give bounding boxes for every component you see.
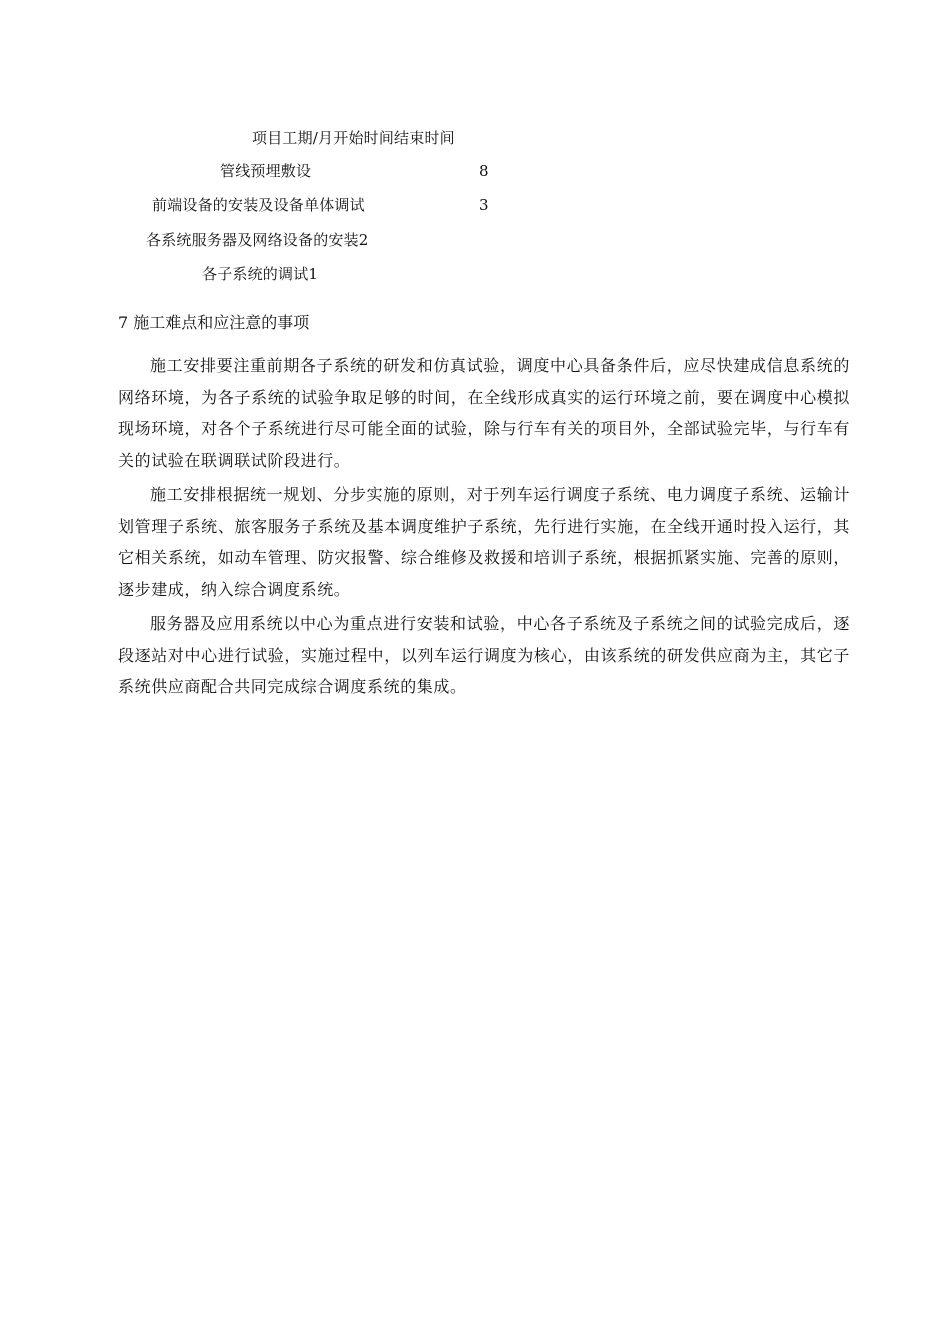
schedule-row-value: 8 [479, 162, 489, 180]
body-paragraph: 施工安排根据统一规划、分步实施的原则，对于列车运行调度子系统、电力调度子系统、运输计划管理子系统、旅客服务子系统及基本调度维护子系统，先行进行实施，在全线开通时投入运行，其它相关系统，如动车管理、防灾报警、综合维修及救援和培训子系统，根据抓紧实施、完善的原则，逐步建成，纳入综合调度系统。 [118, 485, 850, 599]
body-paragraph: 服务器及应用系统以中心为重点进行安装和试验，中心各子系统及子系统之间的试验完成后，逐段逐站对中心进行试验，实施过程中，以列车运行调度为核心，由该系统的研发供应商为主，其它子系统供应商配合共同完成综合调度系统的集成。 [118, 614, 850, 696]
schedule-row-name: 管线预埋敷设 [220, 162, 312, 180]
schedule-row-value: 3 [479, 196, 489, 214]
section-body [118, 350, 850, 706]
schedule-table [0, 0, 950, 300]
schedule-header: 项目工期/月开始时间结束时间 [252, 129, 455, 147]
schedule-row-name: 前端设备的安装及设备单体调试 [152, 196, 365, 214]
schedule-row-name: 各系统服务器及网络设备的安装2 [146, 231, 369, 249]
section-heading: 7 施工难点和应注意的事项 [118, 313, 310, 332]
schedule-row-name: 各子系统的调试1 [202, 265, 319, 283]
body-paragraph: 施工安排要注重前期各子系统的研发和仿真试验，调度中心具备条件后，应尽快建成信息系统的网络环境，为各子系统的试验争取足够的时间，在全线形成真实的运行环境之前，要在调度中心模拟现场环境，对各个子系统进行尽可能全面的试验，除与行车有关的项目外，全部试验完毕，与行车有关的试验在联调联试阶段进行。 [118, 356, 850, 470]
